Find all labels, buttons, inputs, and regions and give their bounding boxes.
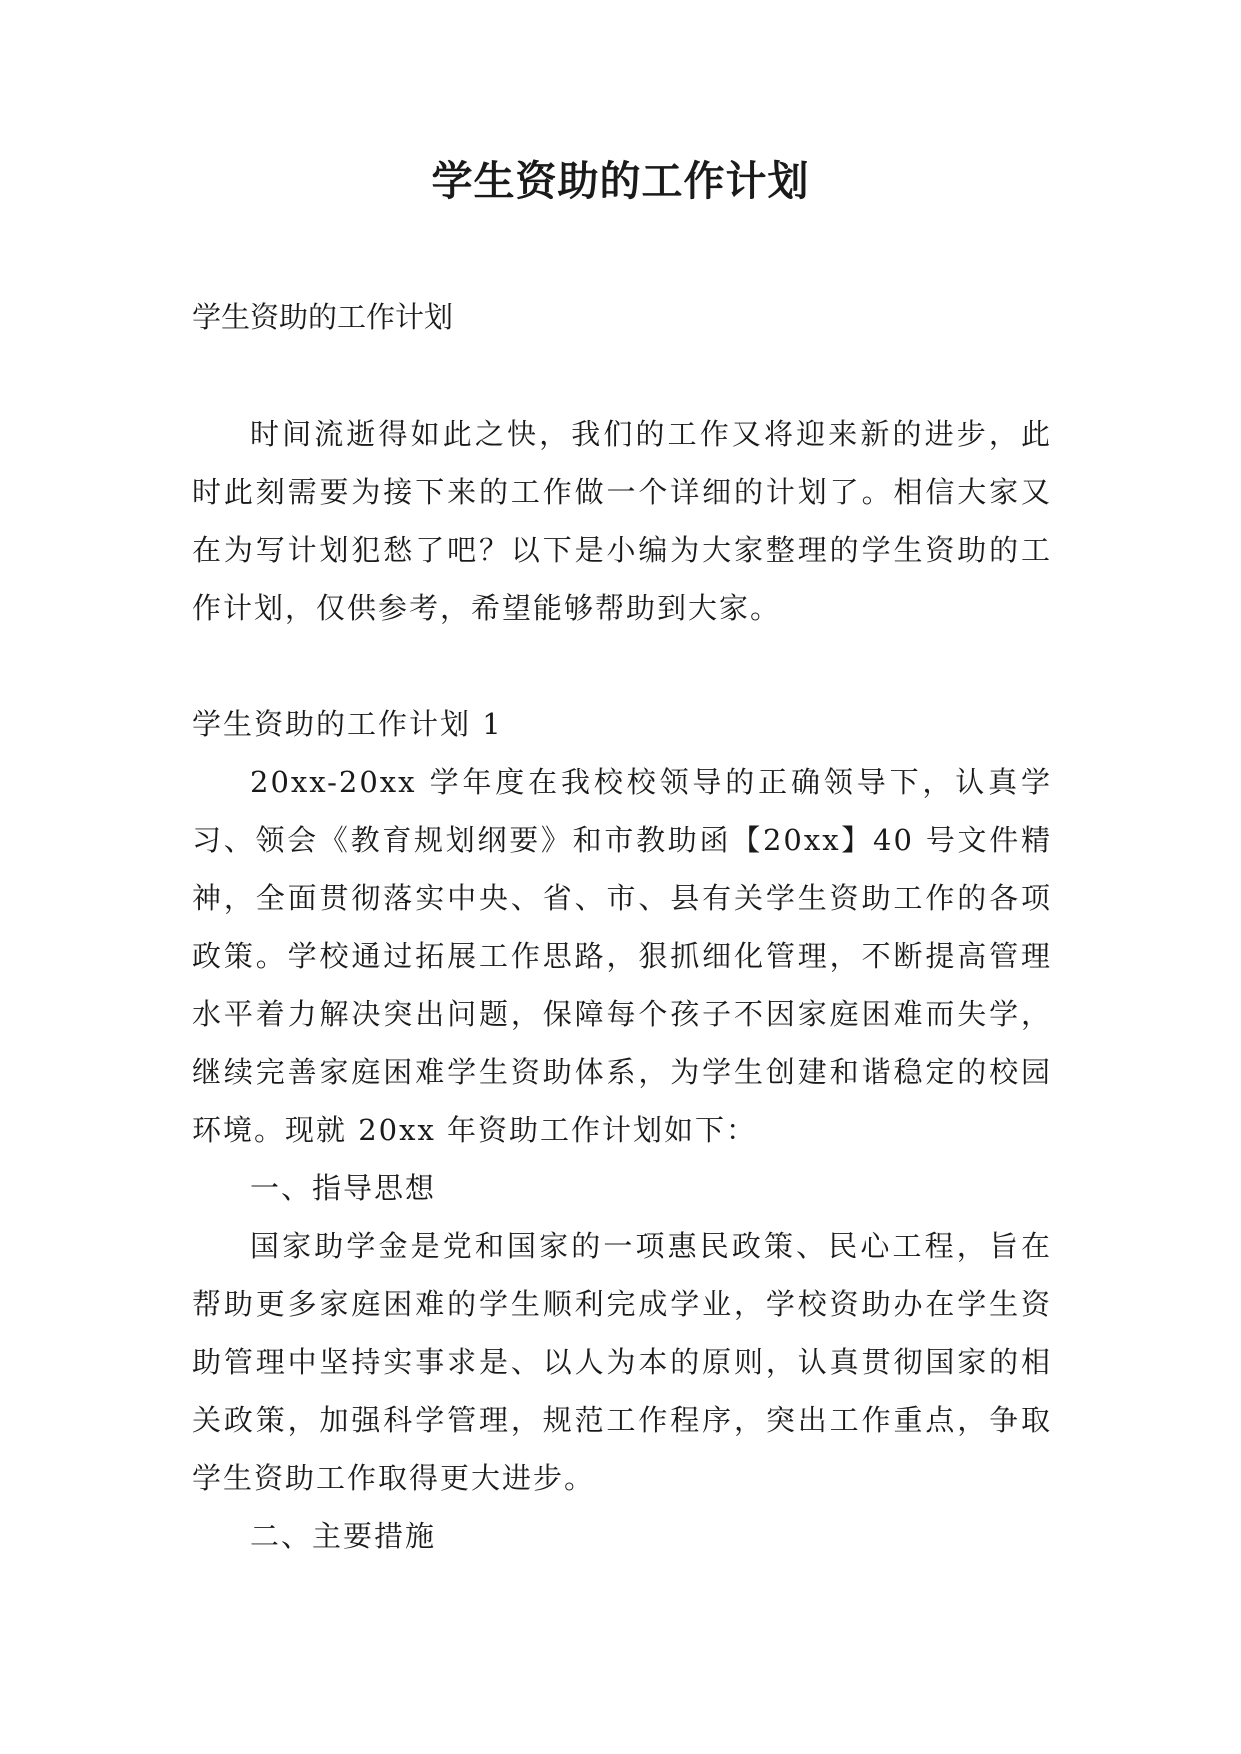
section-1-heading: 学生资助的工作计划 1 [192,707,503,741]
main-measures-heading: 二、主要措施 [250,1519,437,1553]
section-1-paragraph-2: 国家助学金是党和国家的一项惠民政策、民心工程，旨在帮助更多家庭困难的学生顺利完成学业，学校资助办在学生资助管理中坚持实事求是、以人为本的原则，认真贯彻国家的相关政策，加强科学管理，规范工作程序，突出工作重点，争取学生资助工作取得更大进步。 [192,1229,1052,1495]
intro-paragraph: 时间流逝得如此之快，我们的工作又将迎来新的进步，此时此刻需要为接下来的工作做一个详细的计划了。相信大家又在为写计划犯愁了吧？以下是小编为大家整理的学生资助的工作计划，仅供参考，希望能够帮助到大家。 [192,417,1052,625]
intro-block [192,405,1052,637]
document-title: 学生资助的工作计划 [431,157,810,205]
guiding-ideology-heading: 一、指导思想 [250,1171,437,1205]
section-1-paragraph-1: 20xx-20xx 学年度在我校校领导的正确领导下，认真学习、领会《教育规划纲要》和市教助函【20xx】40 号文件精神，全面贯彻落实中央、省、市、县有关学生资助工作的各项政策。学校通过拓展工作思路，狠抓细化管理，不断提高管理水平着力解决突出问题，保障每个孩子不因家庭困难而失学，继续完善家庭困难学生资助体系，为学生创建和谐稳定的校园环境。现就 20xx 年资助工作计划如下： [192,765,1052,1147]
section-1 [192,695,1052,1565]
document-subtitle: 学生资助的工作计划 [192,300,454,334]
